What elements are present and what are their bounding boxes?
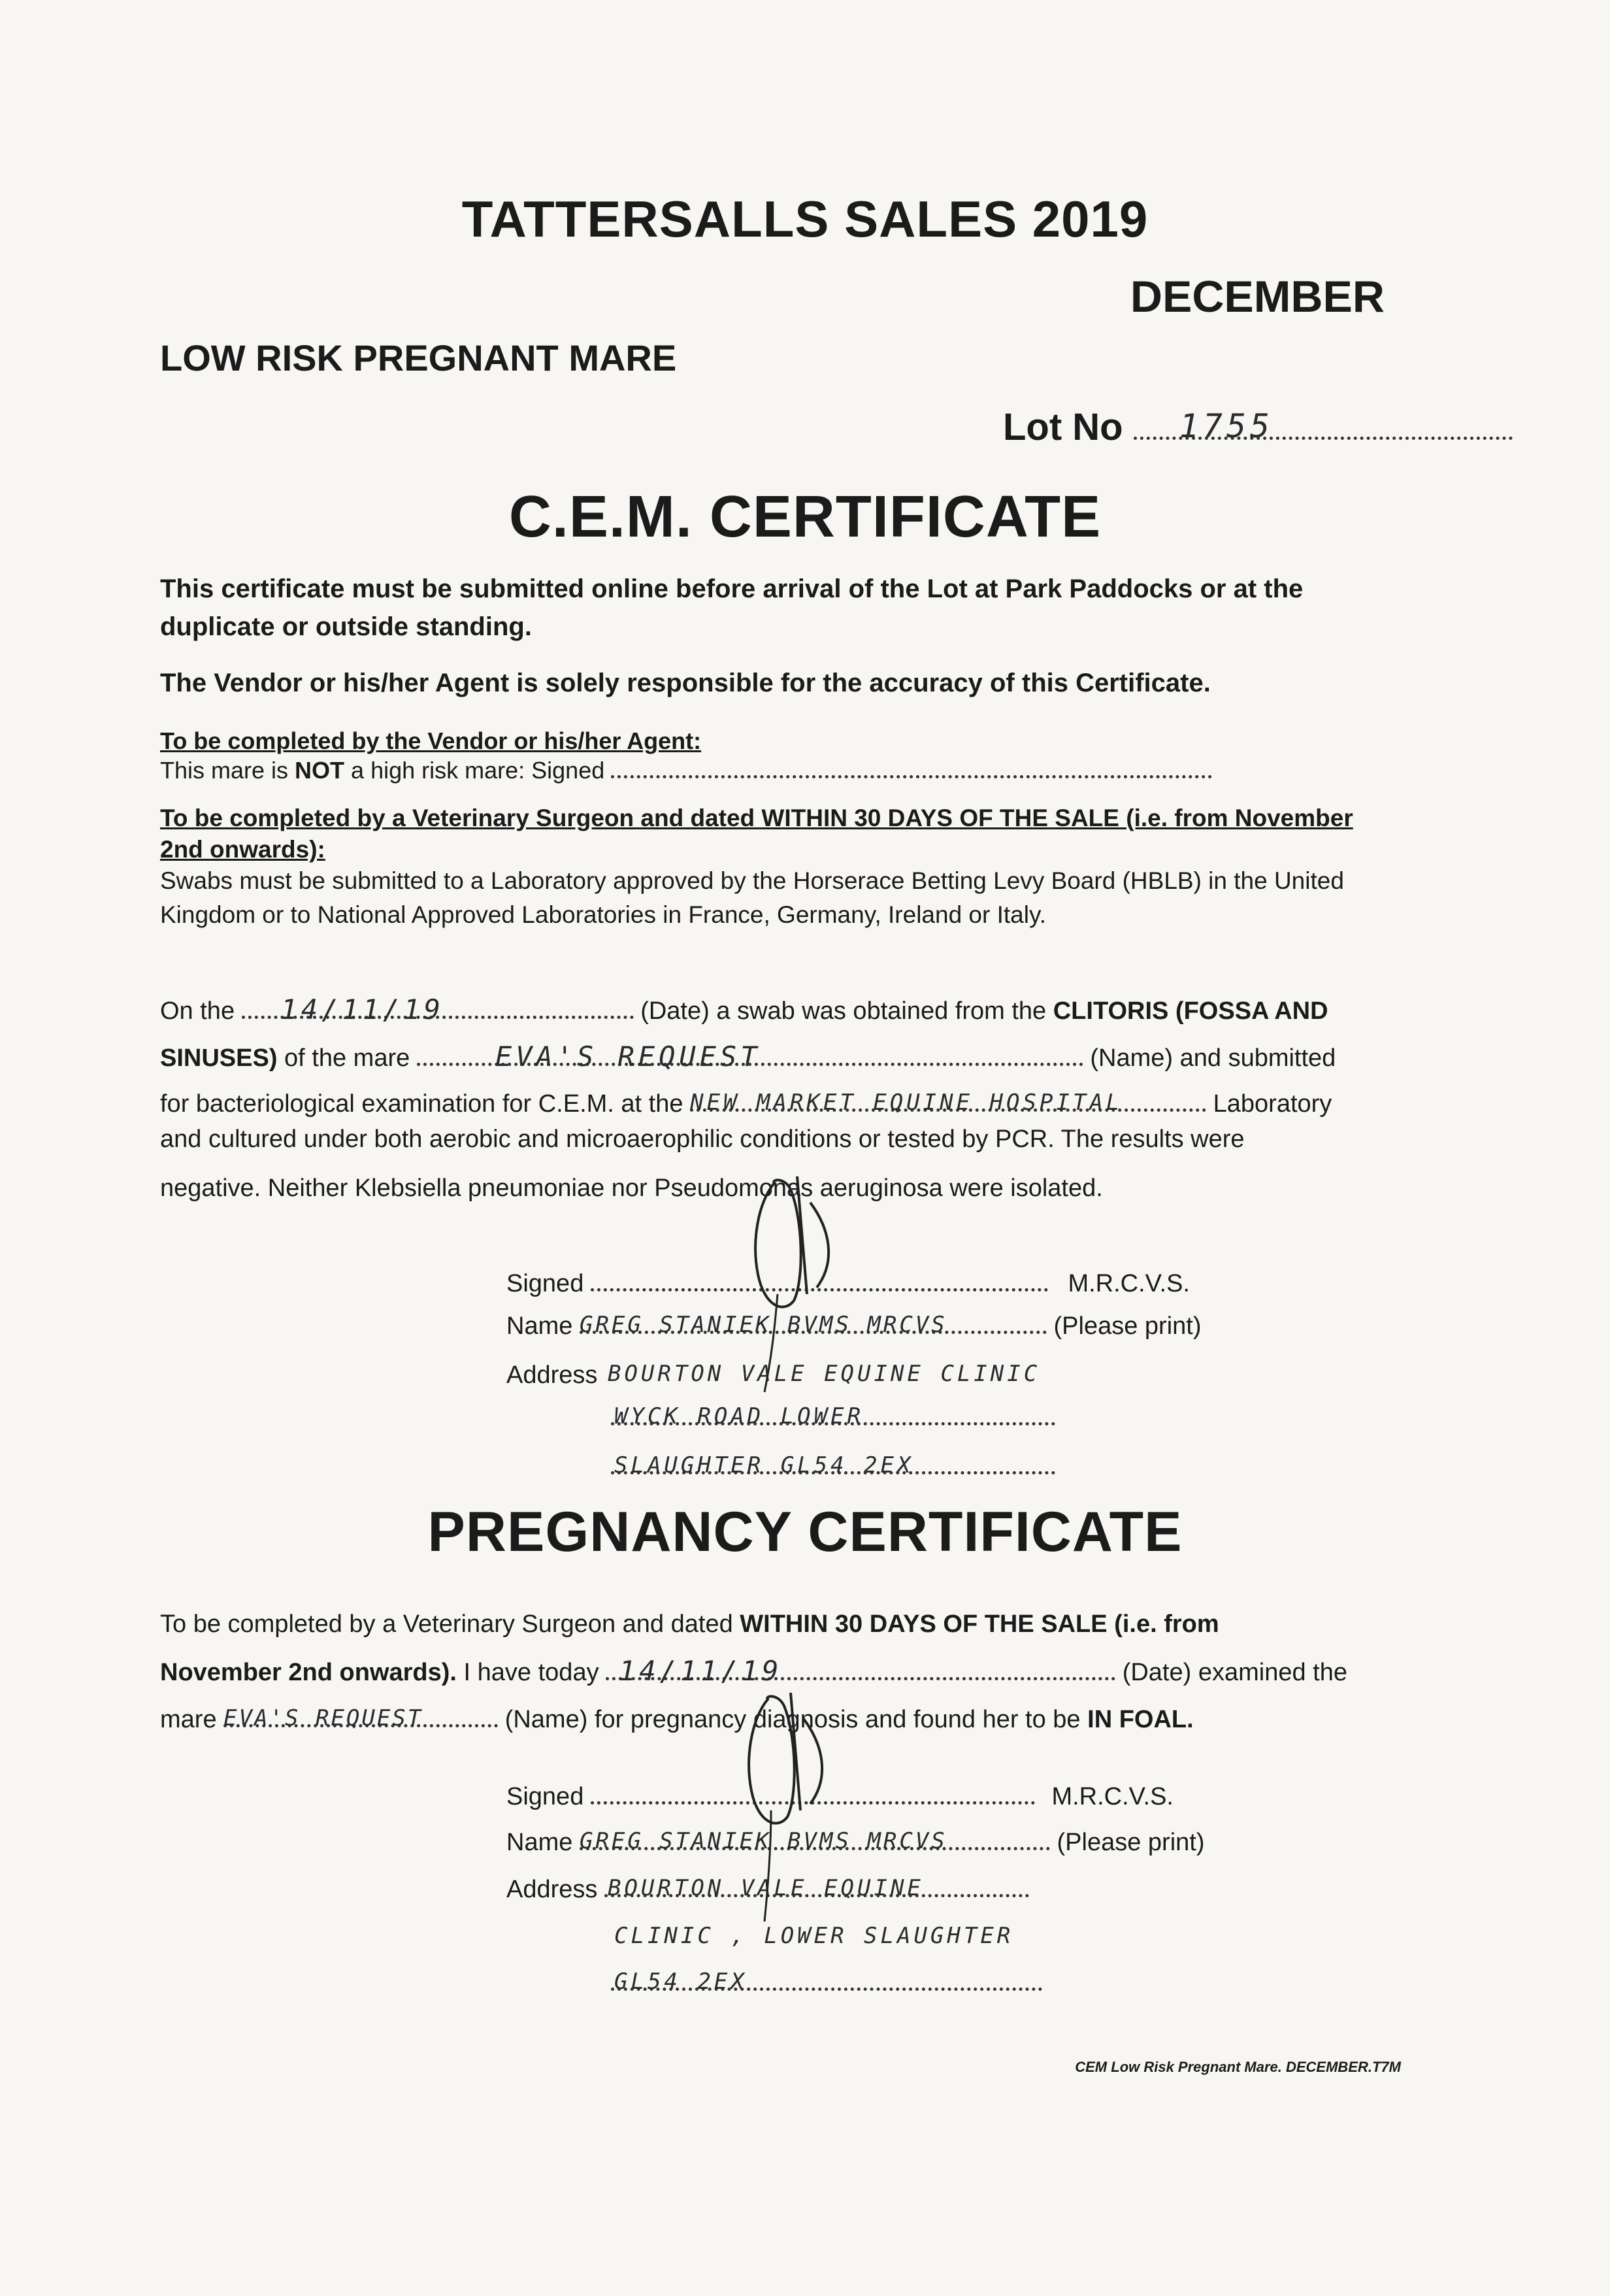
preg-address-field-3[interactable] (611, 1964, 1042, 2001)
cem-name-line: Name GREG STANIEK BVMS MRCVS (Please print) (506, 1307, 1201, 1344)
pregnancy-line-1: To be completed by a Veterinary Surgeon and dated WITHIN 30 DAYS OF THE SALE (i.e. from (160, 1610, 1219, 1638)
cem-address-field-3[interactable] (611, 1448, 1055, 1485)
cem-address-line-3 (611, 1448, 1055, 1485)
preg-address-line-3 (611, 1964, 1042, 2001)
pregnancy-title: PREGNANCY CERTIFICATE (427, 1501, 1183, 1563)
pregnancy-line-3: mare EVA'S REQUEST (Name) for pregnancy diagnosis and found her to be IN FOAL. (160, 1701, 1194, 1738)
main-title: TATTERSALLS SALES 2019 (461, 190, 1149, 248)
cem-handwritten-signature (712, 1163, 862, 1399)
preg-vet-name-value: GREG STANIEK BVMS MRCVS (579, 1828, 947, 1854)
lab-field[interactable] (690, 1085, 1206, 1122)
mare-name-line: SINUSES) of the mare EVA'S REQUEST (Name) and submitted (160, 1039, 1336, 1076)
cem-signed-line: Signed M.R.C.V.S. (506, 1265, 1190, 1302)
cem-address-field-1[interactable] (604, 1356, 1160, 1393)
cem-address-value-2: WYCK ROAD LOWER (614, 1403, 864, 1429)
pregnancy-mare-value: EVA'S REQUEST (223, 1705, 423, 1731)
lab-value: NEW MARKET EQUINE HOSPITAL (690, 1090, 1123, 1116)
vendor-signature-field[interactable] (611, 757, 1212, 778)
preg-address-value-1: BOURTON VALE EQUINE (607, 1875, 924, 1901)
preg-name-line: Name GREG STANIEK BVMS MRCVS (Please print) (506, 1823, 1204, 1861)
lot-field (1134, 405, 1513, 449)
pregnancy-date-value: 14/11/19 (619, 1655, 783, 1687)
lot-number-line (1003, 405, 1513, 449)
vendor-declaration: This mare is NOT a high risk mare: Signed (160, 755, 1212, 786)
cem-address-line-1: Address BOURTON VALE EQUINE CLINIC (506, 1356, 1160, 1393)
cem-title: C.E.M. CERTIFICATE (508, 484, 1102, 550)
cem-intro-2: The Vendor or his/her Agent is solely responsible for the accuracy of this Certificate. (160, 669, 1211, 697)
mare-name-field[interactable] (417, 1039, 1083, 1076)
pregnancy-date-field[interactable] (606, 1654, 1115, 1691)
swab-date-field[interactable] (242, 992, 634, 1029)
lab-line: for bacteriological examination for C.E.M. at the NEW MARKET EQUINE HOSPITAL Laboratory (160, 1085, 1332, 1122)
month-label: DECEMBER (1130, 272, 1385, 322)
cem-vet-name-value: GREG STANIEK BVMS MRCVS (579, 1312, 947, 1338)
form-code: CEM Low Risk Pregnant Mare. DECEMBER.T7M (1075, 2059, 1401, 2075)
negative-text: negative. Neither Klebsiella pneumoniae nor Pseudomonas aeruginosa were isolated. (160, 1174, 1103, 1202)
pregnancy-mare-field[interactable] (223, 1701, 498, 1738)
mare-name-value: EVA'S REQUEST (495, 1040, 761, 1073)
preg-address-line-1: Address BOURTON VALE EQUINE (506, 1871, 1029, 1908)
preg-signed-line: Signed M.R.C.V.S. (506, 1778, 1174, 1815)
lot-label: Lot No (1003, 406, 1123, 448)
swab-date-line: On the 14/11/19 (Date) a swab was obtained from the CLITORIS (FOSSA AND (160, 992, 1328, 1029)
preg-address-value-2: CLINIC , LOWER SLAUGHTER (614, 1923, 1014, 1949)
vet-heading: To be completed by a Veterinary Surgeon and dated WITHIN 30 DAYS OF THE SALE (i.e. from November 2nd onwards): (160, 805, 1353, 863)
preg-address-value-3: GL54 2EX (614, 1969, 748, 1995)
cultured-text: and cultured under both aerobic and microaerophilic conditions or tested by PCR. The results were (160, 1125, 1245, 1153)
cem-address-value-1: BOURTON VALE EQUINE CLINIC (607, 1361, 1041, 1387)
preg-handwritten-signature (706, 1680, 856, 1928)
swabs-text: Swabs must be submitted to a Laboratory approved by the Horserace Betting Levy Board (HBLB) in the United Kingdom or to National Approved Laboratories in France, Germany, Ireland or Italy. (160, 867, 1344, 928)
category-label: LOW RISK PREGNANT MARE (160, 337, 677, 378)
cem-address-line-2 (611, 1399, 1055, 1436)
lot-value: 1755 (1179, 407, 1274, 445)
cem-address-value-3: SLAUGHTER GL54 2EX (614, 1452, 914, 1478)
cem-address-field-2[interactable] (611, 1399, 1055, 1436)
swab-date-value: 14/11/19 (280, 993, 444, 1025)
pregnancy-line-2: November 2nd onwards). I have today 14/11/19 (Date) examined the (160, 1654, 1347, 1691)
cem-intro-1: This certificate must be submitted online before arrival of the Lot at Park Paddocks or at the duplicate or outside standing. (160, 574, 1304, 641)
vendor-heading: To be completed by the Vendor or his/her Agent: (160, 727, 702, 754)
